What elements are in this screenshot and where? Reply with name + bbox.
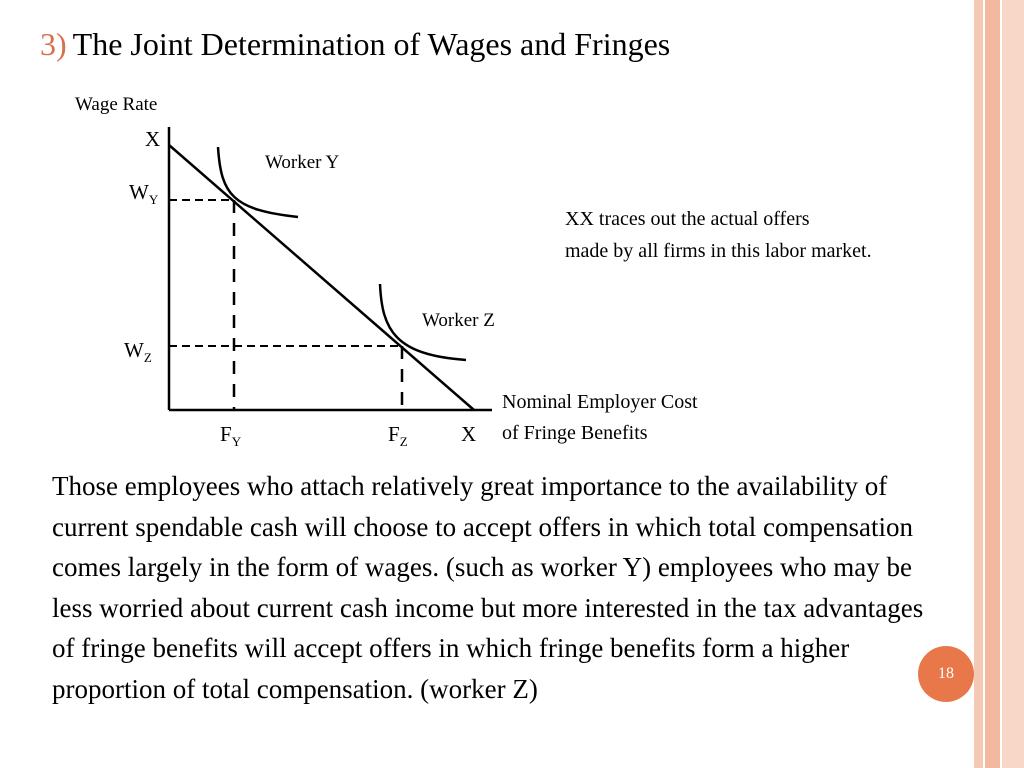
fy-label (220, 422, 242, 449)
wz-subscript: Z (143, 350, 152, 365)
offer-line-xx (169, 145, 474, 410)
worker-y-label: Worker Y (265, 152, 340, 173)
fz-main: F (388, 422, 400, 446)
fz-label (388, 422, 408, 449)
wz-main: W (124, 338, 144, 362)
note-line-2: made by all firms in this labor market. (565, 240, 872, 262)
x-axis-label-line1: Nominal Employer Cost (502, 391, 698, 413)
worker-z-label: Worker Z (422, 310, 495, 331)
fy-main: F (220, 422, 232, 446)
y-axis-label: Wage Rate (75, 94, 158, 115)
title-text: The Joint Determination of Wages and Fringes (72, 26, 671, 62)
wy-main: W (129, 180, 149, 204)
wy-label (129, 180, 159, 207)
wz-label (124, 338, 152, 365)
page-number-badge: 18 (918, 646, 974, 702)
fy-subscript: Y (231, 434, 242, 449)
fz-subscript: Z (399, 434, 408, 449)
wy-subscript: Y (148, 192, 159, 207)
body-paragraph: Those employees who attach relatively great importance to the availability of current spendable cash will choose to accept offers in which total compensation comes largely in the form of wages. (such as worker Y) employees who may be less worried about current cash income but more interested in the tax advantages of fringe benefits will accept offers in which fringe benefits form a higher proportion of total compensation. (worker Z) (52, 471, 924, 704)
line-label-bottom: X (461, 422, 477, 446)
x-axis-label-line2: of Fringe Benefits (502, 422, 648, 444)
title-number: 3) (40, 26, 67, 62)
line-label-top: X (145, 127, 161, 151)
offer-line-note (565, 203, 872, 267)
note-line-1: XX traces out the actual offers (565, 208, 810, 230)
